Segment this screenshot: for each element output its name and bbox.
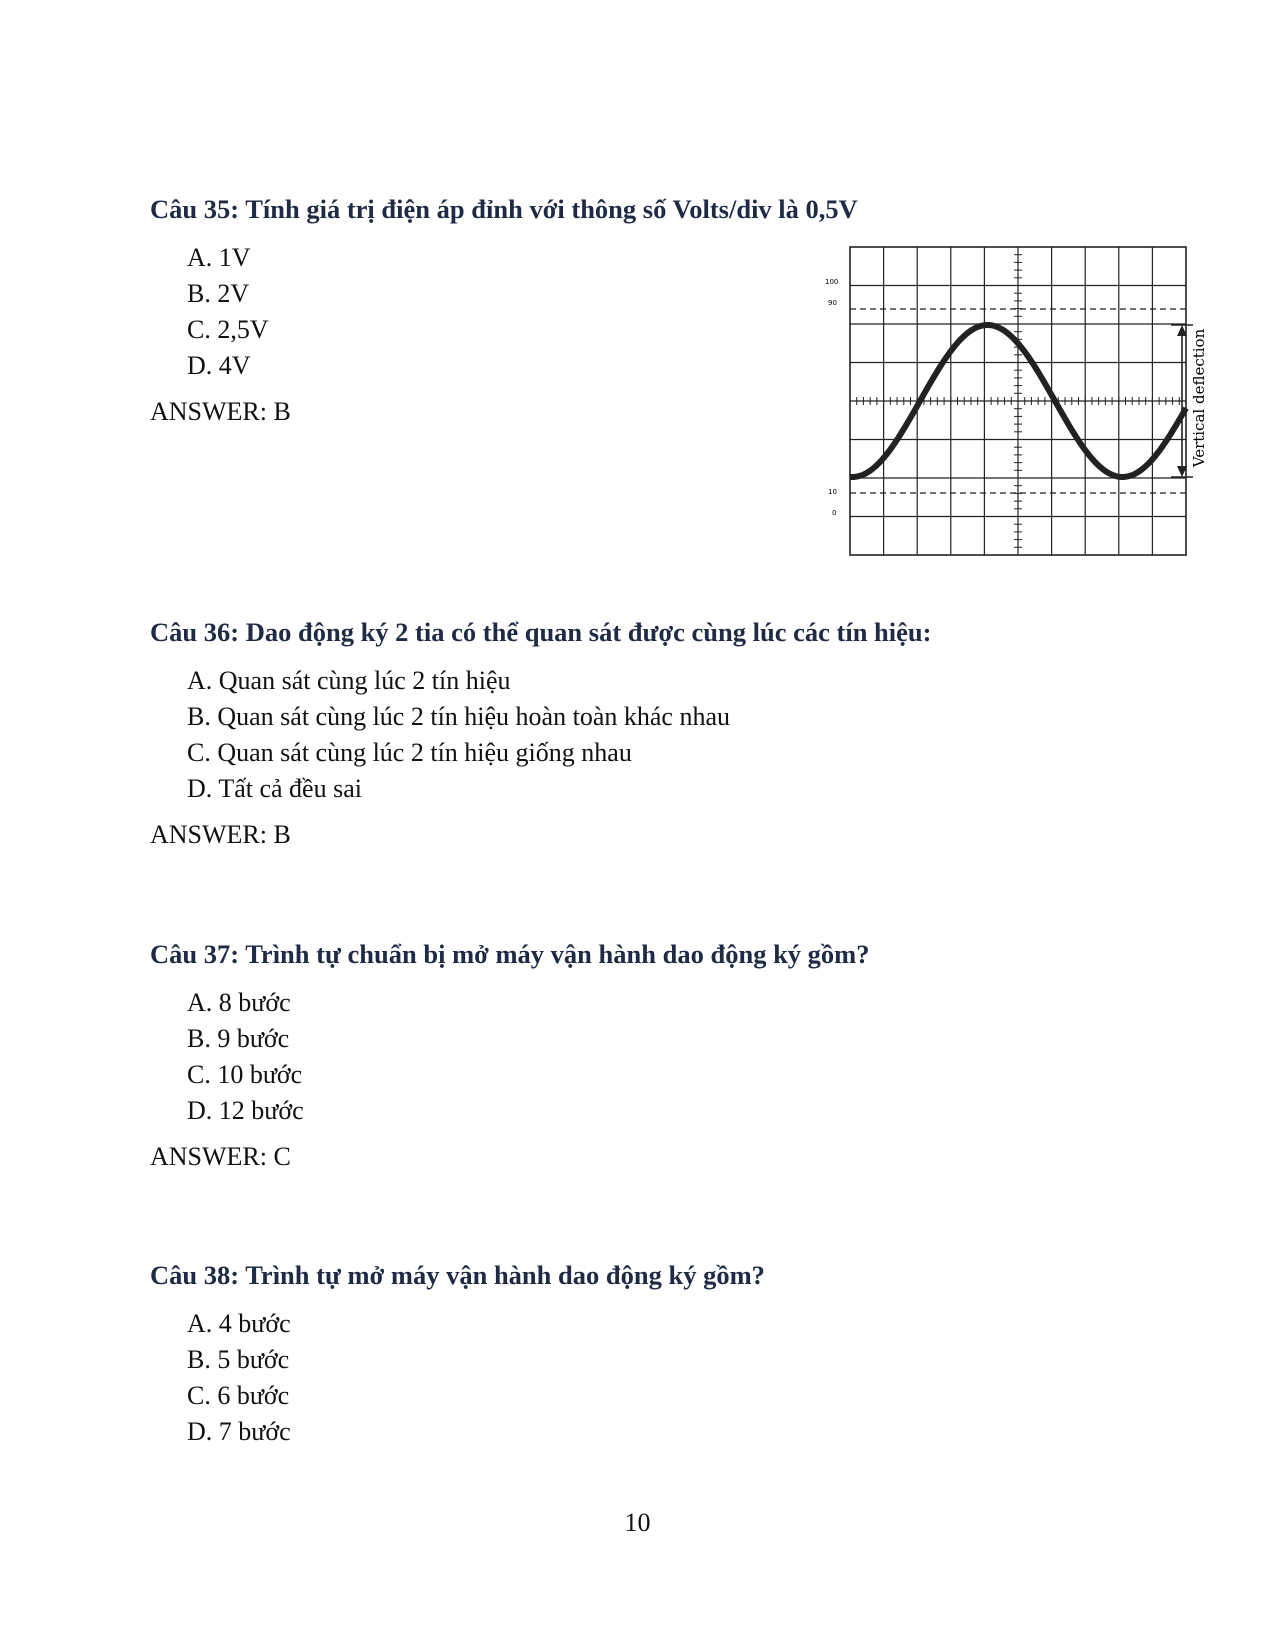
option-letter: D.: [187, 351, 213, 380]
answer: ANSWER: B: [150, 397, 291, 426]
option-text: 1V: [218, 243, 251, 272]
option-b: [187, 1342, 1150, 1378]
option-b: [187, 699, 1150, 735]
option-text: 10 bước: [217, 1060, 303, 1089]
scale-label-0: 0: [832, 509, 837, 517]
option-b: [187, 1021, 1150, 1057]
option-text: 7 bước: [218, 1417, 291, 1446]
option-letter: C.: [187, 315, 211, 344]
option-text: Quan sát cùng lúc 2 tín hiệu giống nhau: [217, 738, 632, 767]
question-title: Câu 37: Trình tự chuẩn bị mở máy vận hành dao động ký gồm?: [150, 939, 870, 969]
option-letter: A.: [187, 666, 213, 695]
option-letter: B.: [187, 279, 211, 308]
answer: ANSWER: C: [150, 1142, 291, 1171]
option-text: Tất cả đều sai: [218, 774, 362, 803]
option-letter: B.: [187, 1345, 211, 1374]
option-d: [187, 1414, 1150, 1450]
option-letter: A.: [187, 1309, 213, 1338]
option-text: 9 bước: [217, 1024, 290, 1053]
oscilloscope-graticule: [820, 240, 1220, 560]
option-text: 5 bước: [217, 1345, 290, 1374]
question-title: Câu 38: Trình tự mở máy vận hành dao động ký gồm?: [150, 1260, 765, 1290]
option-letter: C.: [187, 738, 211, 767]
option-text: 4V: [218, 351, 251, 380]
scale-label-10: 10: [828, 488, 837, 496]
option-text: 12 bước: [218, 1096, 304, 1125]
option-letter: A.: [187, 243, 213, 272]
option-text: 4 bước: [218, 1309, 291, 1338]
option-letter: C.: [187, 1381, 211, 1410]
scale-label-90: 90: [828, 299, 837, 307]
option-a: [187, 985, 1150, 1021]
option-letter: D.: [187, 1417, 213, 1446]
option-text: 2V: [217, 279, 250, 308]
option-letter: C.: [187, 1060, 211, 1089]
answer: ANSWER: B: [150, 820, 291, 849]
option-letter: D.: [187, 1096, 213, 1125]
option-c: [187, 735, 1150, 771]
option-c: [187, 1378, 1150, 1414]
option-text: 2,5V: [217, 315, 269, 344]
question-37: [150, 938, 1150, 1173]
option-letter: A.: [187, 988, 213, 1017]
oscilloscope-figure: [820, 240, 1220, 560]
page-number: 10: [624, 1508, 651, 1537]
vertical-deflection-label: Vertical deflection: [1190, 328, 1208, 468]
options-list: [150, 1306, 1150, 1450]
question-title: Câu 35: Tính giá trị điện áp đỉnh với thông số Volts/div là 0,5V: [150, 194, 858, 224]
scale-label-100: 100: [825, 278, 839, 286]
options-list: [150, 985, 1150, 1129]
options-list: [150, 663, 1150, 807]
question-36: [150, 616, 1150, 851]
graticule-grid: [850, 247, 1186, 555]
option-text: Quan sát cùng lúc 2 tín hiệu: [218, 666, 511, 695]
option-a: [187, 1306, 1150, 1342]
option-text: 8 bước: [218, 988, 291, 1017]
option-c: [187, 1057, 1150, 1093]
question-38: [150, 1259, 1150, 1450]
option-a: [187, 663, 1150, 699]
option-letter: B.: [187, 702, 211, 731]
question-title: Câu 36: Dao động ký 2 tia có thể quan sát được cùng lúc các tín hiệu:: [150, 617, 932, 647]
option-letter: B.: [187, 1024, 211, 1053]
option-text: 6 bước: [217, 1381, 290, 1410]
option-d: [187, 1093, 1150, 1129]
option-d: [187, 771, 1150, 807]
option-text: Quan sát cùng lúc 2 tín hiệu hoàn toàn khác nhau: [217, 702, 730, 731]
option-letter: D.: [187, 774, 213, 803]
